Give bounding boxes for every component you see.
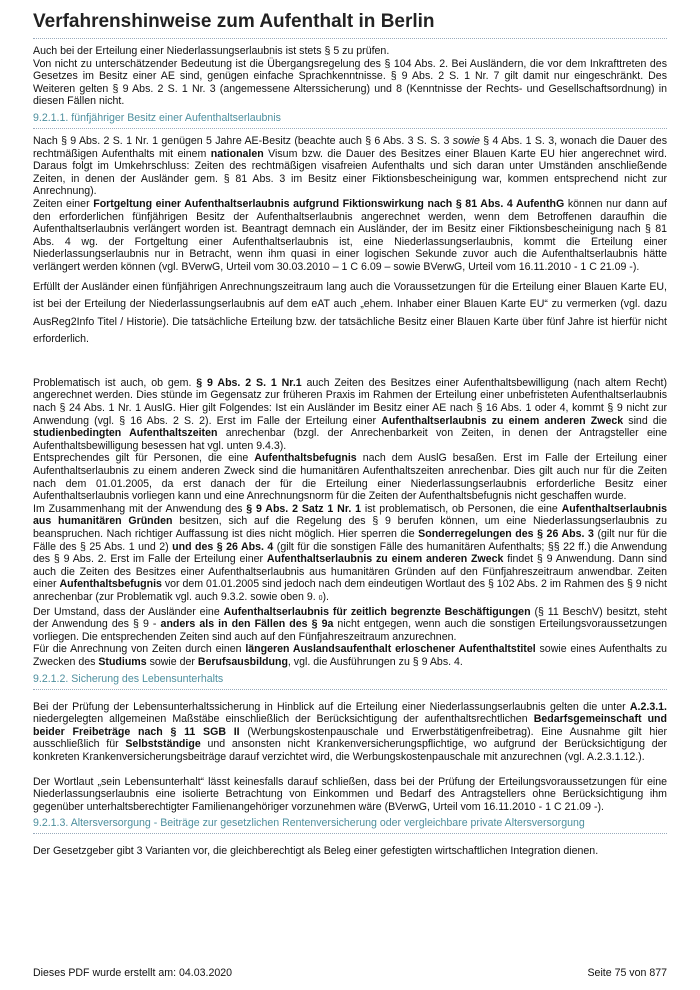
paragraph: Der Wortlaut „sein Lebensunterhalt“ lässt keinesfalls darauf schließen, dass bei der Prüfung der Erteilungsvoraussetzungen für eine Niederlassungserlaubnis eine isolierte Betrachtung von Einkommen und Bedarf des Antragstellers ohne Berücksichtigung ihm gegenüber unterhaltsberechtigter Familienangehöriger vorzunehmen wäre (BVerwG, Urteil vom 16.11.2010 - 1 C 21.09 -). [33, 775, 667, 813]
page-number: Seite 75 von 877 [587, 967, 667, 979]
paragraph: Nach § 9 Abs. 2 S. 1 Nr. 1 genügen 5 Jahre AE-Besitz (beachte auch § 6 Abs. 3 S. S. 3 sowie § 4 Abs. 1 S. 3, wonach die Dauer des rechtmäßigen Aufenthalts mit einem nationalen Visum bzw. die Dauer des Besitzes einer Blauen Karte EU hier angerechnet wird. Daraus folgt im Umkehrschluss: Zeiten des rechtmäßigen visafreien Aufenthalts und sich daran unter Umständen anschließende Zeiten, in denen der Ausländer gem. § 81 Abs. 3 im Besitz einer Fiktionsbescheinigung war, kommen entsprechend nicht zur Anrechnung). [33, 134, 667, 198]
section-heading-9-2-1-2: 9.2.1.2. Sicherung des Lebensunterhalts [33, 673, 667, 690]
section-heading-9-2-1-1: 9.2.1.1. fünfjähriger Besitz einer Aufenthaltserlaubnis [33, 112, 667, 129]
paragraph: Problematisch ist auch, ob gem. § 9 Abs. 2 S. 1 Nr.1 auch Zeiten des Besitzes einer Aufenthaltsbewilligung (nach altem Recht) angerechnet werden. Dies stünde im Gegensatz zur früheren Praxis im Rahmen der Erteilung einer unbefristeten Aufenthaltserlaubnis nach § 24 Abs. 1 Nr. 1 AuslG. Hier gilt Folgendes: Ist ein Ausländer im Besitz einer AE nach § 16 Abs. 1 oder 4, kommt § 9 nicht zur Anwendung (vgl. § 16 Abs. 2 S. 2). Erst im Falle der Erteilung einer Aufenthaltserlaubnis zu einem anderen Zweck sind die studienbedingten Aufenthaltszeiten anrechenbar (bzgl. der Anrechenbarkeit von Zeiten, in denen der Antragsteller eine Aufenthaltsbewilligung besessen hat vgl. unten 9.4.3). [33, 376, 667, 452]
paragraph: Der Gesetzgeber gibt 3 Varianten vor, die gleichberechtigt als Beleg einer gefestigten wirtschaftlichen Integration dienen. [33, 845, 599, 858]
paragraph: Im Zusammenhang mit der Anwendung des § 9 Abs. 2 Satz 1 Nr. 1 ist problematisch, ob Personen, die eine Aufenthaltserlaubnis aus humanitären Gründen besitzen, sich auf die Regelung des § 9 berufen können, um eine Niederlassungserlaubnis zu beanspruchen. Nach richtiger Auffassung ist dies nicht möglich. Hier sperren die Sonderregelungen des § 26 Abs. 3 (gilt nur für die Fälle des § 25 Abs. 1 und 2) und des § 26 Abs. 4 (gilt für die sonstigen Fälle des humanitären Aufenthalts; §§ 22 ff.) die Anwendung des § 9 Abs. 2. Erst im Falle der Erteilung einer Aufenthaltserlaubnis zu einem anderen Zweck findet § 9 Anwendung. Dann sind auch die Zeiten des Besitzes einer Aufenthaltserlaubnis aus humanitären Gründen auf den Fünfjahreszeitraum anwendbar. Zeiten einer Aufenthaltsbefugnis vor dem 01.01.2005 sind jedoch nach dem eindeutigen Wortlaut des § 102 Abs. 2 im Rahmen des § 9 nicht anrechenbar (zur Problematik vgl. auch 9.3.2. sowie oben 9. 0). [33, 502, 668, 603]
page-footer [33, 967, 667, 979]
intro-paragraph-2: Von nicht zu unterschätzender Bedeutung ist die Übergangsregelung des § 104 Abs. 2. Bei Ausländern, die vor dem Inkrafttreten des Gesetzes im Besitz einer AE sind, genügen einfache Sprachkenntnisse. § 9 Abs. 2 S. 1 Nr. 7 gilt damit nur eingeschränkt. Des Weiteren gelten § 9 Abs. 2 S. 1 Nr. 3 (angemessene Alterssicherung) und 8 (Kenntnisse der Rechts- und Gesellschaftsordnung) in diesen Fällen nicht. [33, 57, 667, 108]
page-title: Verfahrenshinweise zum Aufenthalt in Berlin [33, 0, 667, 39]
paragraph: Erfüllt der Ausländer einen fünfjährigen Anrechnungszeitraum lang auch die Voraussetzungen für die Erteilung einer Blauen Karte EU, ist bei der Erteilung der Niederlassungserlaubnis auf dem eAT auch „ehem. Inhaber einer Blauen Karte EU“ zu vermerken (vgl. dazu AusReg2Info Titel / Historie). Die tatsächliche Erteilung bzw. der tatsächliche Besitz einer Blauen Karte über fünf Jahre ist hierfür nicht erforderlich. [33, 280, 667, 346]
paragraph: Der Umstand, dass der Ausländer eine Aufenthaltserlaubnis für zeitlich begrenzte Beschäftigungen (§ 11 BeschV) besitzt, steht der Anwendung des § 9 - anders als in den Fällen des § 9a nicht entgegen, wenn auch die sonstigen Erteilungsvoraussetzungen vorliegen. Die entsprechenden Zeiten sind auch auf den Fünfjahreszeitraum anzurechnen. [33, 605, 667, 643]
paragraph: Für die Anrechnung von Zeiten durch einen längeren Auslandsaufenthalt erloschener Aufenthaltstitel sowie eines Aufenthalts zu Zwecken des Studiums sowie der Berufsausbildung, vgl. die Ausführungen zu § 9 Abs. 4. [33, 643, 668, 668]
paragraph: Entsprechendes gilt für Personen, die eine Aufenthaltsbefugnis nach dem AuslG besaßen. Erst im Falle der Erteilung einer Aufenthaltserlaubnis zu einem anderen Zweck sind die humanitären Aufenthaltszeiten anrechenbar. Dies gilt auch nur für die Zeiten nach dem 01.01.2005, da erst danach der für die Erteilung einer Niederlassungserlaubnis erforderliche Besitz einer Aufenthaltserlaubnis vorliegen kann und eine Anrechnungsnorm für die Zeiten der Aufenthaltsbefugnis nicht geschaffen wurde. [33, 452, 667, 503]
pdf-created-date: Dieses PDF wurde erstellt am: 04.03.2020 [33, 967, 233, 979]
intro-paragraph-1: Auch bei der Erteilung einer Niederlassungserlaubnis ist stets § 5 zu prüfen. [33, 45, 390, 57]
paragraph: Zeiten einer Fortgeltung einer Aufenthaltserlaubnis aufgrund Fiktionswirkung nach § 81 Abs. 4 AufenthG können nur dann auf den erforderlichen fünfjährigen Besitz der Aufenthaltserlaubnis angerechnet werden, wenn dem Betroffenen daraufhin die Aufenthaltserlaubnis verlängert worden ist. Beantragt demnach ein Ausländer, der im Besitz einer Fiktionsbescheinigung nach § 81 Abs. 4 wg. der Fortgeltung einer Aufenthaltserlaubnis ist, eine Niederlassungserlaubnis, kommt die Erteilung einer Niederlassungserlaubnis nur in Betracht, wenn ihm quasi in einer logischen Sekunde zuvor auch die Aufenthaltserlaubnis hätte verlängert werden können (vgl. BVerwG, Urteil vom 30.03.2010 – 1 C 6.09 – sowie BVerwG, Urteil vom 16.11.2010 - 1 C 21.09 -). [33, 197, 667, 273]
section-heading-9-2-1-3: 9.2.1.3. Altersversorgung - Beiträge zur gesetzlichen Rentenversicherung oder vergleichbare private Altersversorgung [33, 817, 667, 834]
paragraph: Bei der Prüfung der Lebensunterhaltssicherung in Hinblick auf die Erteilung einer Niederlassungserlaubnis gelten die unter A.2.3.1. niedergelegten allgemeinen Maßstäbe einschließlich der Berücksichtigung der aufenthaltsrechtlichen Bedarfsgemeinschaft und beider Freibeträge nach § 11 SGB II (Werbungskostenpauschale und Erwerbstätigenfreibetrag). Eine Ausnahme gilt hier ausschließlich für Selbstständige und ansonsten nicht Krankenversicherungspflichtige, wo aufgrund der Berücksichtigung der konkreten Krankenversicherungsbeiträge darauf verzichtet wird, die Werbungskostenpauschale mit anzurechnen (vgl. A.2.3.1.12.). [33, 700, 668, 763]
document-body [33, 39, 667, 858]
